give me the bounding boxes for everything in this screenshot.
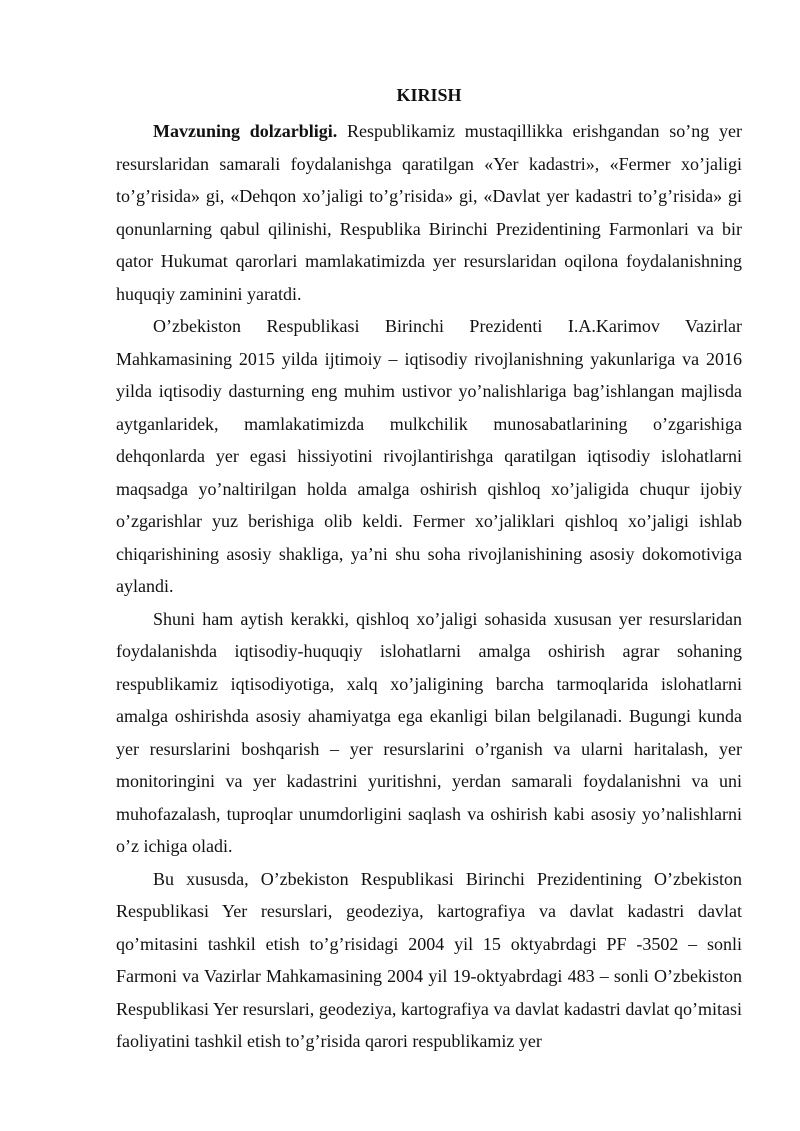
paragraph-text: Respublikamiz mustaqillikka erishgandan so’ng yer resurslaridan samarali foydalanishga qaratilgan «Yer kadastri», «Fermer xo’jaligi to’g’risida» gi, «Dehqon xo’jaligi to’g’risida» gi, «Davlat yer kadastri to’g’risida» gi qonunlarning qabul qilinishi, Respublika Birinchi Prezidentining Farmonlari va bir qator Hukumat qarorlari mamlakatimizda yer resurslaridan oqilona foydalanishning huquqiy zaminini yaratdi. [116, 121, 743, 304]
paragraph-relevance [116, 115, 742, 310]
document-page [116, 84, 742, 1058]
page-title: KIRISH [396, 85, 462, 105]
paragraph-lead: Mavzuning dolzarbligi. [153, 121, 338, 141]
paragraph-karimov: O’zbekiston Respublikasi Birinchi Prezidenti I.A.Karimov Vazirlar Mahkamasining 2015 yilda ijtimoiy – iqtisodiy rivojlanishning yakunlariga va 2016 yilda iqtisodiy dasturning eng muhim ustivor yo’nalishlariga bag’ishlangan majlisda aytganlaridek, mamlakatimizda mulkchilik munosabatlarining o’zgarishiga dehqonlarda yer egasi hissiyotini rivojlantirishga qaratilgan iqtisodiy islohatlarni maqsadga yo’naltirilgan holda amalga oshirish qishloq xo’jaligida chuqur ijobiy o’zgarishlar yuz berishiga olib keldi. Fermer xo’jaliklari qishloq xo’jaligi ishlab chiqarishining asosiy shakliga, ya’ni shu soha rivojlanishining asosiy dokomotiviga aylandi. [116, 316, 742, 596]
paragraph-decree: Bu xususda, O’zbekiston Respublikasi Birinchi Prezidentining O’zbekiston Respublikasi Yer resurslari, geodeziya, kartografiya va davlat kadastri davlat qo’mitasini tashkil etish to’g’risidagi 2004 yil 15 oktyabrdagi PF -3502 – sonli Farmoni va Vazirlar Mahkamasining 2004 yil 19-oktyabrdagi 483 – sonli O’zbekiston Respublikasi Yer resurslari, geodeziya, kartografiya va davlat kadastri davlat qo’mitasi faoliyatini tashkil etish to’g’risida qarori respublikamiz yer [116, 868, 742, 1051]
paragraph-reforms: Shuni ham aytish kerakki, qishloq xo’jaligi sohasida xususan yer resurslaridan foydalanishda iqtisodiy-huquqiy islohatlarni amalga oshirish agrar sohaning respublikamiz iqtisodiyotiga, xalq xo’jaligining barcha tarmoqlarida islohatlarni amalga oshirishda asosiy ahamiyatga ega ekanligi bilan belgilanadi. Bugungi kunda yer resurslarini boshqarish – yer resurslarini o’rganish va ularni haritalash, yer monitoringini va yer kadastrini yuritishni, yerdan samarali foydalanishni va uni muhofazalash, tuproqlar unumdorligini saqlash va oshirish kabi asosiy yo’nalishlarni o’z ichiga oladi. [116, 608, 742, 856]
